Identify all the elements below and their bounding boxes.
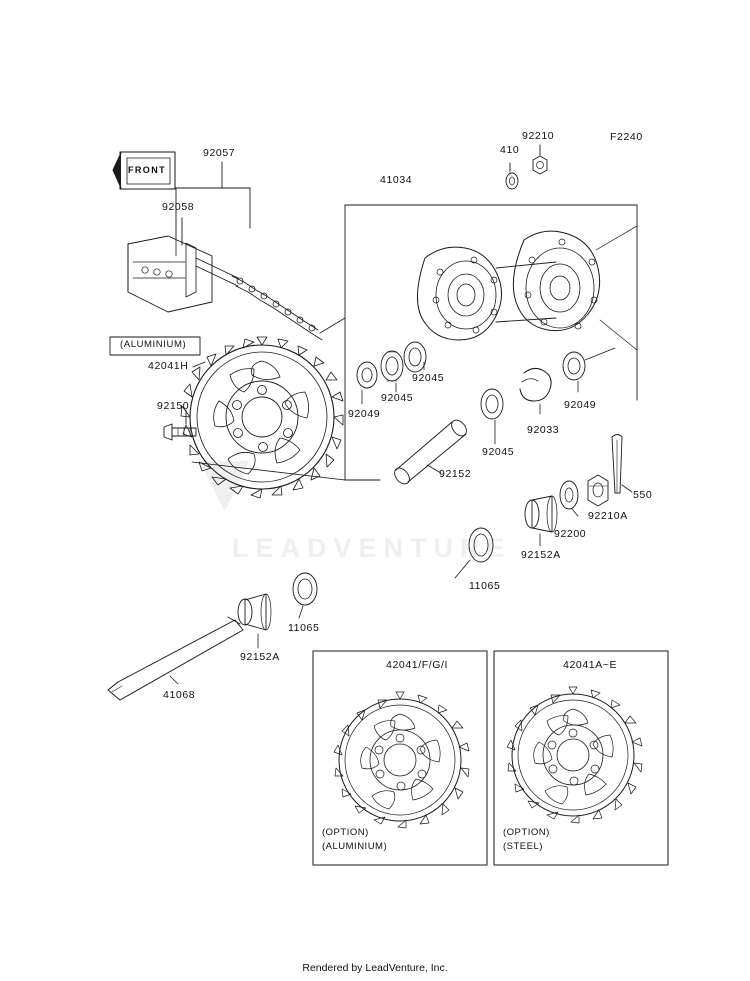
callout-550: 550 <box>633 489 653 501</box>
option-box-2-code: 42041A~E <box>563 659 618 671</box>
callout-11065-right: 11065 <box>469 580 501 592</box>
option-box-1-caption-2: (ALUMINIUM) <box>322 841 388 852</box>
figure-code: F2240 <box>610 131 643 143</box>
callout-11065-left: 11065 <box>288 622 320 634</box>
callout-92152A-right: 92152A <box>521 549 561 561</box>
circlip-92033 <box>520 368 551 401</box>
callout-410: 410 <box>500 144 520 156</box>
option-box-2-caption-2: (STEEL) <box>503 841 543 852</box>
rear-hub-assembly <box>417 226 637 350</box>
callout-92210: 92210 <box>522 130 555 142</box>
option-box-1-caption-1: (OPTION) <box>322 827 369 838</box>
callout-92045-left: 92045 <box>381 392 414 404</box>
front-arrow-label: FRONT <box>128 165 166 175</box>
bearing-92049-left <box>357 362 377 388</box>
axle-41068 <box>108 617 243 700</box>
callout-92049-right: 92049 <box>564 399 597 411</box>
material-note-aluminium: (ALUMINIUM) <box>120 339 187 350</box>
callout-92057: 92057 <box>203 147 236 159</box>
callout-41068: 41068 <box>163 689 196 701</box>
chain-adjuster-part <box>128 236 238 312</box>
watermark-logo: ▼ <box>182 433 268 529</box>
collar-92152A-left <box>238 594 271 630</box>
callout-92033: 92033 <box>527 424 560 436</box>
option-box-1-code: 42041/F/G/I <box>386 659 449 671</box>
callout-92152: 92152 <box>439 468 472 480</box>
callout-41034: 41034 <box>380 174 413 186</box>
callout-92045-mid: 92045 <box>482 446 515 458</box>
callout-42041H: 42041H <box>148 360 189 372</box>
washer-92200 <box>560 481 578 509</box>
callout-92045-top: 92045 <box>412 372 445 384</box>
callout-92058: 92058 <box>162 201 195 213</box>
washer-410 <box>506 173 518 189</box>
footer-credit: Rendered by LeadVenture, Inc. <box>302 962 448 974</box>
option-sprocket-aluminium <box>334 692 469 828</box>
option-box-2-caption-1: (OPTION) <box>503 827 550 838</box>
callout-92150: 92150 <box>157 400 190 412</box>
cotter-pin-550 <box>612 435 622 494</box>
callout-92152A-left: 92152A <box>240 651 280 663</box>
callout-92210A: 92210A <box>588 510 628 522</box>
bearing-92045-top <box>404 342 426 372</box>
castle-nut-92210A <box>588 475 608 506</box>
bearing-92049-right <box>563 352 585 380</box>
bearing-92045-mid <box>481 389 503 419</box>
collar-92152A-right <box>525 496 557 532</box>
callout-92200: 92200 <box>554 528 587 540</box>
drive-chain <box>232 276 322 340</box>
bearing-92045-left <box>381 351 403 381</box>
seal-11065-left <box>293 573 317 605</box>
watermark-text: LEADVENTURE <box>232 533 512 563</box>
callout-92049-left: 92049 <box>348 408 381 420</box>
nut-92210 <box>533 156 547 174</box>
option-sprocket-steel <box>507 687 642 823</box>
